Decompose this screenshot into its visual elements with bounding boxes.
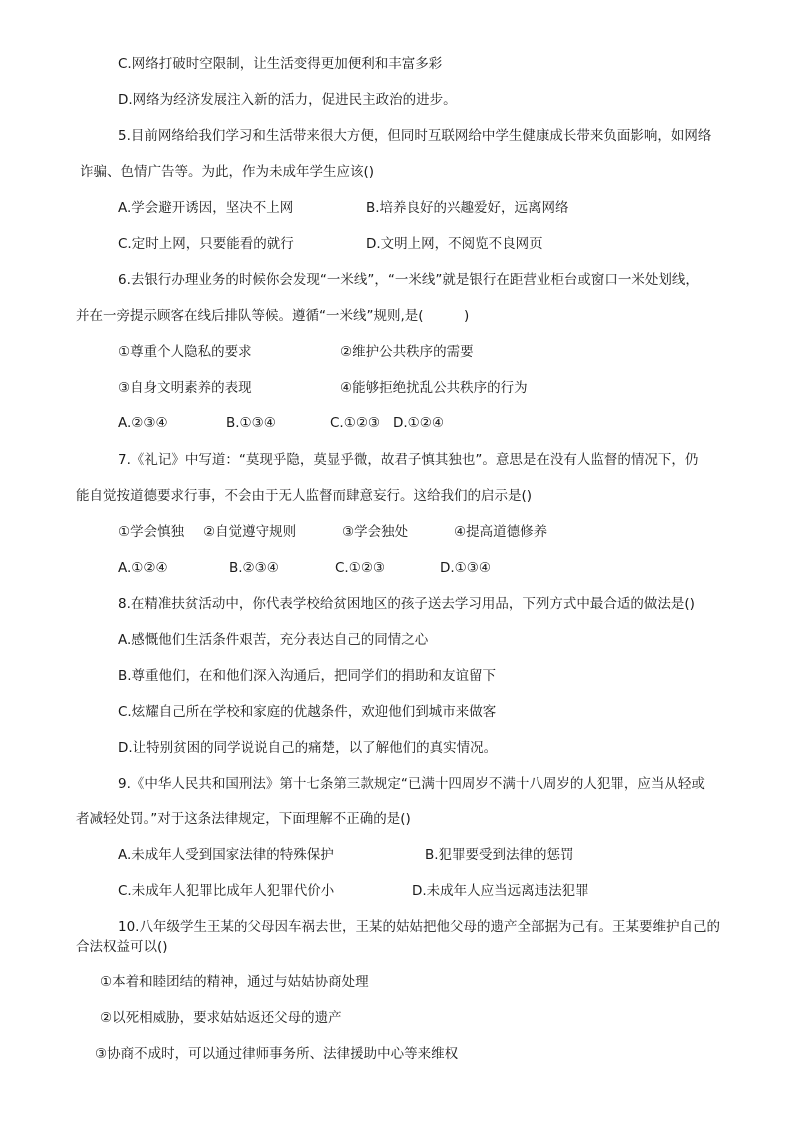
q7-option-d: D.①③④	[440, 560, 491, 576]
q5-option-a: A.学会避开诱因，坚决不上网	[118, 200, 294, 216]
q7-statement-4: ④提高道德修养	[454, 524, 548, 540]
q7-statement-3: ③学会独处	[342, 524, 409, 540]
q6-statement-3: ③自身文明素养的表现	[118, 380, 252, 396]
q6-statement-2: ②维护公共秩序的需要	[340, 344, 474, 360]
q5-option-d: D.文明上网，不阅览不良网页	[366, 236, 543, 252]
q10-stem-line1: 10.八年级学生王某的父母因车祸去世，王某的姑姑把他父母的遗产全部据为己有。王某要维护自己的	[118, 919, 720, 935]
q9-option-d: D.未成年人应当远离违法犯罪	[412, 883, 589, 899]
q10-statement-1: ①本着和睦团结的精神，通过与姑姑协商处理	[100, 974, 369, 990]
q7-stem-line1: 7.《礼记》中写道：“莫现乎隐，莫显乎微，故君子慎其独也”。意思是在没有人监督的情况下，仍	[118, 452, 699, 468]
q10-statement-2: ②以死相威胁，要求姑姑返还父母的遗产	[100, 1010, 342, 1026]
q9-option-a: A.未成年人受到国家法律的特殊保护	[118, 847, 334, 863]
q6-statement-4: ④能够拒绝扰乱公共秩序的行为	[340, 380, 528, 396]
q9-stem-line2: 者减轻处罚。”对于这条法律规定，下面理解不正确的是()	[76, 811, 411, 827]
q6-option-b: B.①③④	[226, 415, 276, 431]
q5-stem-line2: 诈骗、色情广告等。为此，作为未成年学生应该()	[80, 164, 375, 180]
q10-stem-line2: 合法权益可以()	[76, 939, 168, 955]
q6-option-d: D.①②④	[393, 415, 444, 431]
q7-option-a: A.①②④	[118, 560, 168, 576]
q7-statement-2: ②自觉遵守规则	[203, 524, 297, 540]
q4-option-d: D.网络为经济发展注入新的活力，促进民主政治的进步。	[118, 92, 457, 108]
q5-option-b: B.培养良好的兴趣爱好，远离网络	[366, 200, 569, 216]
q5-option-c: C.定时上网，只要能看的就行	[118, 236, 294, 252]
q7-statement-1: ①学会慎独	[118, 524, 185, 540]
q5-stem-line1: 5.目前网络给我们学习和生活带来很大方便，但同时互联网给中学生健康成长带来负面影响，如网络	[118, 128, 712, 144]
q6-option-a: A.②③④	[118, 415, 168, 431]
q7-option-b: B.②③④	[229, 560, 279, 576]
q9-stem-line1: 9.《中华人民共和国刑法》第十七条第三款规定“已满十四周岁不满十八周岁的人犯罪，应当从轻或	[118, 776, 705, 792]
q8-option-c: C.炫耀自己所在学校和家庭的优越条件，欢迎他们到城市来做客	[118, 704, 497, 720]
q7-stem-line2: 能自觉按道德要求行事，不会由于无人监督而肆意妄行。这给我们的启示是()	[76, 488, 533, 504]
q8-option-b: B.尊重他们，在和他们深入沟通后，把同学们的捐助和友谊留下	[118, 668, 497, 684]
q6-option-c: C.①②③	[330, 415, 381, 431]
q4-option-c: C.网络打破时空限制，让生活变得更加便利和丰富多彩	[118, 56, 443, 72]
q8-option-d: D.让特别贫困的同学说说自己的痛楚，以了解他们的真实情况。	[118, 740, 498, 756]
q7-option-c: C.①②③	[335, 560, 386, 576]
q10-statement-3: ③协商不成时，可以通过律师事务所、法律援助中心等来维权	[95, 1046, 459, 1062]
q9-option-c: C.未成年人犯罪比成年人犯罪代价小	[118, 883, 335, 899]
q6-statement-1: ①尊重个人隐私的要求	[118, 344, 252, 360]
q6-stem-line1: 6.去银行办理业务的时候你会发现“一米线”，“一米线”就是银行在距营业柜台或窗口一米处划线，	[118, 272, 699, 288]
q8-option-a: A.感慨他们生活条件艰苦，充分表达自己的同情之心	[118, 632, 429, 648]
q9-option-b: B.犯罪要受到法律的惩罚	[425, 847, 574, 863]
q6-stem-line2: 并在一旁提示顾客在线后排队等候。遵循“一米线”规则,是( )	[76, 308, 470, 324]
q8-stem-line1: 8.在精准扶贫活动中，你代表学校给贫困地区的孩子送去学习用品，下列方式中最合适的做法是()	[118, 596, 695, 612]
